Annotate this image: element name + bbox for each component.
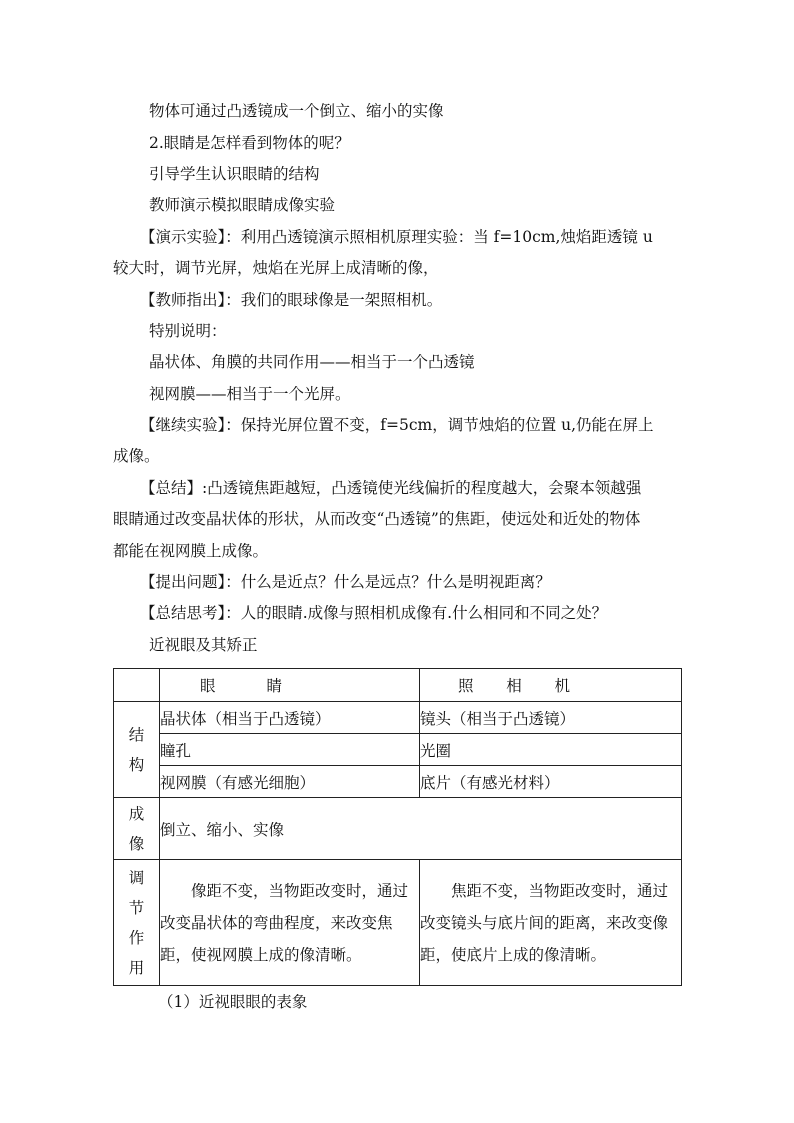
header-camera-cell — [420, 669, 682, 702]
category-label-char: 构 — [128, 755, 145, 774]
text-line-2: 2.眼睛是怎样看到物体的呢？ — [149, 134, 350, 152]
text-line-13: 【总结】:凸透镜焦距越短，凸透镜使光线偏折的程度越大，会聚本领越强 — [140, 479, 642, 497]
table-row — [114, 734, 682, 766]
text-line-9: 晶状体、角膜的共同作用——相当于一个凸透镜 — [149, 353, 475, 371]
structure-camera-cell: 光圈 — [420, 734, 682, 766]
text-line-14: 眼睛通过改变晶状体的形状，从而改变“凸透镜”的焦距，使远处和近处的物体 — [113, 510, 641, 528]
text-line-3: 引导学生认识眼睛的结构 — [149, 165, 320, 183]
text-line-7: 【教师指出】：我们的眼球像是一架照相机。 — [140, 291, 443, 309]
header-empty-cell — [114, 669, 160, 702]
adjust-eye-cell: 像距不变，当物距改变时，通过改变晶状体的弯曲程度，来改变焦距，使视网膜上成的像清晰。 — [160, 860, 420, 986]
adjust-camera-cell: 焦距不变，当物距改变时，通过改变镜头与底片间的距离，来改变像距，使底片上成的像清晰。 — [420, 860, 682, 986]
text-line-17: 【总结思考】：人的眼睛.成像与照相机成像有.什么相同和不同之处？ — [140, 604, 608, 622]
table-row — [114, 860, 682, 986]
table-header-row — [114, 669, 682, 702]
table-row — [114, 798, 682, 860]
structure-eye-cell: 晶状体（相当于凸透镜） — [160, 702, 420, 734]
category-label-char: 调 — [128, 868, 145, 887]
text-line-1: 物体可通过凸透镜成一个倒立、缩小的实像 — [149, 102, 444, 120]
imaging-label-cell — [114, 798, 160, 860]
table-row — [114, 702, 682, 734]
header-camera-char: 照 — [458, 677, 474, 695]
header-eye-char: 眼 — [200, 677, 216, 695]
category-label-char: 作 — [128, 928, 145, 947]
text-line-5: 【演示实验】：利用凸透镜演示照相机原理实验：当 f=10cm,烛焰距透镜 u — [140, 228, 653, 246]
category-label-char: 像 — [128, 834, 145, 853]
imaging-text-cell: 倒立、缩小、实像 — [160, 798, 682, 860]
structure-camera-cell: 镜头（相当于凸透镜） — [420, 702, 682, 734]
structure-eye-cell: 视网膜（有感光细胞） — [160, 766, 420, 798]
text-line-10: 视网膜——相当于一个光屏。 — [149, 385, 351, 403]
text-line-8: 特别说明： — [149, 322, 227, 340]
structure-camera-cell: 底片（有感光材料） — [420, 766, 682, 798]
adjust-label-cell — [114, 860, 160, 986]
category-label-char: 结 — [128, 725, 145, 744]
text-line-4: 教师演示模拟眼睛成像实验 — [149, 196, 336, 214]
header-eye-char: 睛 — [266, 677, 282, 695]
footer-text-line: （1）近视眼眼的表象 — [158, 993, 308, 1011]
eye-camera-comparison-table — [113, 668, 682, 986]
category-label-char: 成 — [128, 804, 145, 823]
text-line-16: 【提出问题】：什么是近点？什么是远点？什么是明视距离？ — [140, 573, 551, 591]
structure-eye-cell: 瞳孔 — [160, 734, 420, 766]
text-line-6: 较大时，调节光屏，烛焰在光屏上成清晰的像， — [113, 259, 439, 277]
header-eye-cell — [160, 669, 420, 702]
header-camera-char: 机 — [554, 677, 570, 695]
text-line-18: 近视眼及其矫正 — [149, 636, 258, 654]
category-label-char: 用 — [128, 958, 145, 977]
header-camera-char: 相 — [506, 677, 522, 695]
text-line-15: 都能在视网膜上成像。 — [113, 542, 269, 560]
structure-label-cell — [114, 702, 160, 798]
text-line-12: 成像。 — [113, 447, 160, 465]
table-row — [114, 766, 682, 798]
text-line-11: 【继续实验】：保持光屏位置不变，f=5cm，调节烛焰的位置 u,仍能在屏上 — [140, 416, 654, 434]
category-label-char: 节 — [128, 898, 145, 917]
